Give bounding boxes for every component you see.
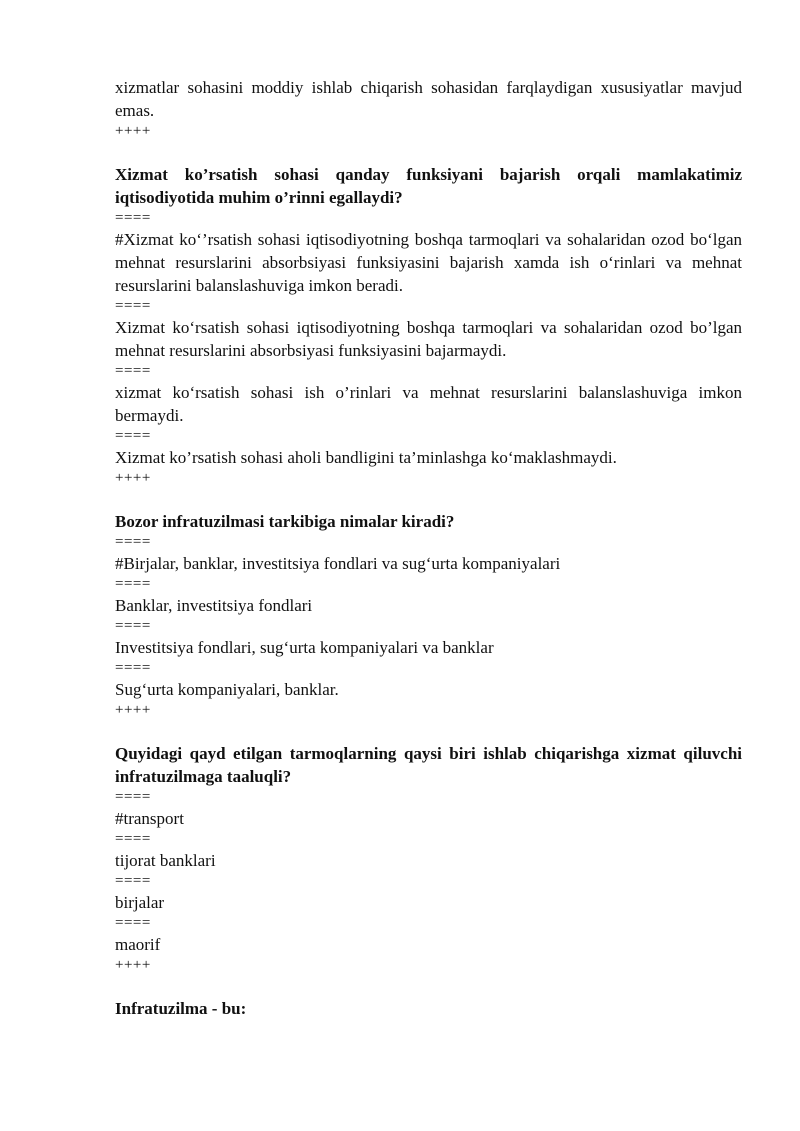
question-title: Infratuzilma - bu: [115,999,247,1018]
answer-option: xizmat ko‘rsatish sohasi ish o’rinlari va mehnat resurslarini balanslashuviga imkon bermaydi. [115,383,742,425]
separator: ==== [115,298,151,314]
question-title: Xizmat ko’rsatish sohasi qanday funksiyani bajarish orqali mamlakatimiz iqtisodiyotida muhim o’rinni egallaydi? [115,165,742,207]
separator: ==== [115,363,151,379]
end-marker: ++++ [115,957,151,973]
separator: ==== [115,873,151,889]
separator: ==== [115,831,151,847]
separator: ==== [115,534,151,550]
answer-option: Investitsiya fondlari, sug‘urta kompaniyalari va banklar [115,638,494,657]
answer-option: tijorat banklari [115,851,216,870]
end-marker: ++++ [115,123,151,139]
end-marker: ++++ [115,702,151,718]
separator: ==== [115,618,151,634]
answer-option: birjalar [115,893,165,912]
end-marker: ++++ [115,470,151,486]
intro-text: xizmatlar sohasini moddiy ishlab chiqarish sohasidan farqlaydigan xususiyatlar mavjud emas. [115,78,742,120]
answer-option: Banklar, investitsiya fondlari [115,596,313,615]
answer-option: #Xizmat ko‘’rsatish sohasi iqtisodiyotning boshqa tarmoqlari va sohalaridan ozod bo‘lgan mehnat resurslarini absorbsiyasi funksiyasini bajarish xamda ish o‘rinlari va mehnat resurslarini balanslashuviga imkon beradi. [115,230,742,295]
answer-option: maorif [115,935,161,954]
answer-option: Xizmat ko’rsatish sohasi aholi bandligini ta’minlashga ko‘maklashmaydi. [115,448,617,467]
answer-option: Xizmat ko‘rsatish sohasi iqtisodiyotning boshqa tarmoqlari va sohalaridan ozod bo’lgan mehnat resurslarini absorbsiyasi funksiyasini bajarmaydi. [115,318,742,360]
separator: ==== [115,428,151,444]
separator: ==== [115,210,151,226]
separator: ==== [115,660,151,676]
answer-option: #transport [115,809,184,828]
question-title: Quyidagi qayd etilgan tarmoqlarning qaysi biri ishlab chiqarishga xizmat qiluvchi infratuzilmaga taaluqli? [115,744,742,786]
separator: ==== [115,915,151,931]
question-title: Bozor infratuzilmasi tarkibiga nimalar kiradi? [115,512,455,531]
answer-option: Sug‘urta kompaniyalari, banklar. [115,680,339,699]
answer-option: #Birjalar, banklar, investitsiya fondlari va sug‘urta kompaniyalari [115,554,561,573]
document-page [115,76,742,1020]
separator: ==== [115,789,151,805]
separator: ==== [115,576,151,592]
